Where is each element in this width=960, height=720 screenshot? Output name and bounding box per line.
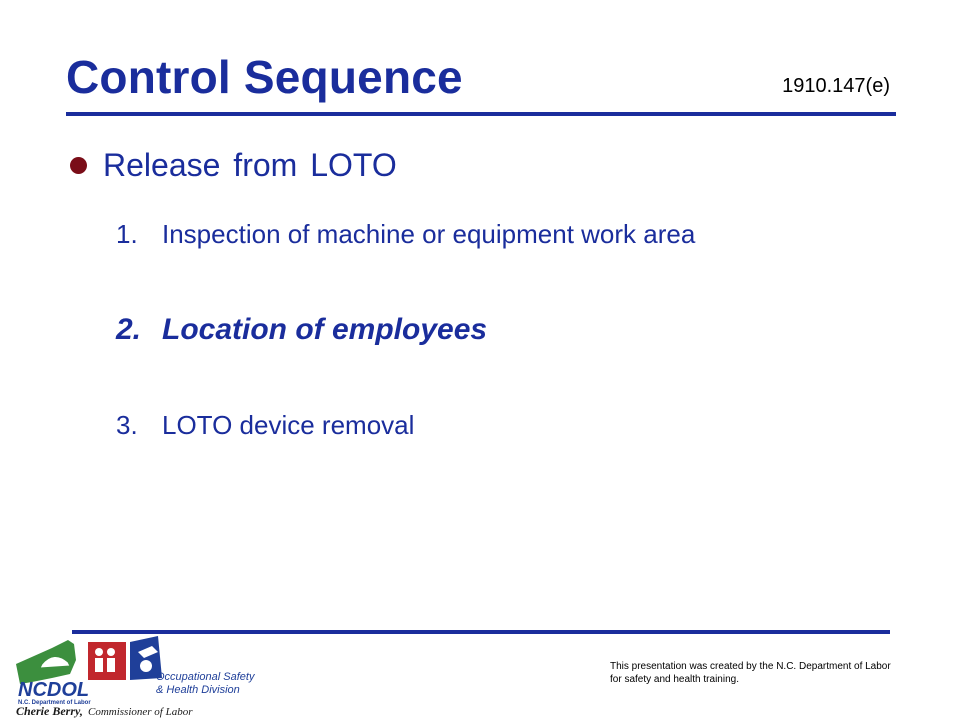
standard-code: 1910.147(e) xyxy=(782,75,890,97)
title-rule xyxy=(66,112,896,116)
ncdol-logo xyxy=(12,634,267,718)
step-number: 1. xyxy=(116,219,138,249)
bullet-row xyxy=(70,147,397,184)
step-text: Location of employees xyxy=(162,313,488,346)
step-number: 3. xyxy=(116,410,138,440)
slide-title: Control Sequence xyxy=(66,51,463,103)
logo-subtext: N.C. Department of Labor xyxy=(18,700,91,706)
division-line-1: Occupational Safety xyxy=(156,671,255,683)
step-2 xyxy=(116,313,487,347)
division-line-2: & Health Division xyxy=(156,684,240,696)
logo-text: NCDOL xyxy=(18,679,90,701)
step-1 xyxy=(116,219,695,250)
bullet-dot-icon xyxy=(70,157,87,174)
commissioner-title: Commissioner of Labor xyxy=(88,706,193,718)
step-3 xyxy=(116,410,414,441)
commissioner-name: Cherie Berry, xyxy=(16,704,83,718)
footer-note: This presentation was created by the N.C. Department of Labor for safety and health training. xyxy=(610,661,891,685)
step-text: LOTO device removal xyxy=(162,410,415,440)
step-number: 2. xyxy=(116,313,142,346)
bullet-text: Release from LOTO xyxy=(103,147,397,183)
step-text: Inspection of machine or equipment work area xyxy=(162,219,696,249)
